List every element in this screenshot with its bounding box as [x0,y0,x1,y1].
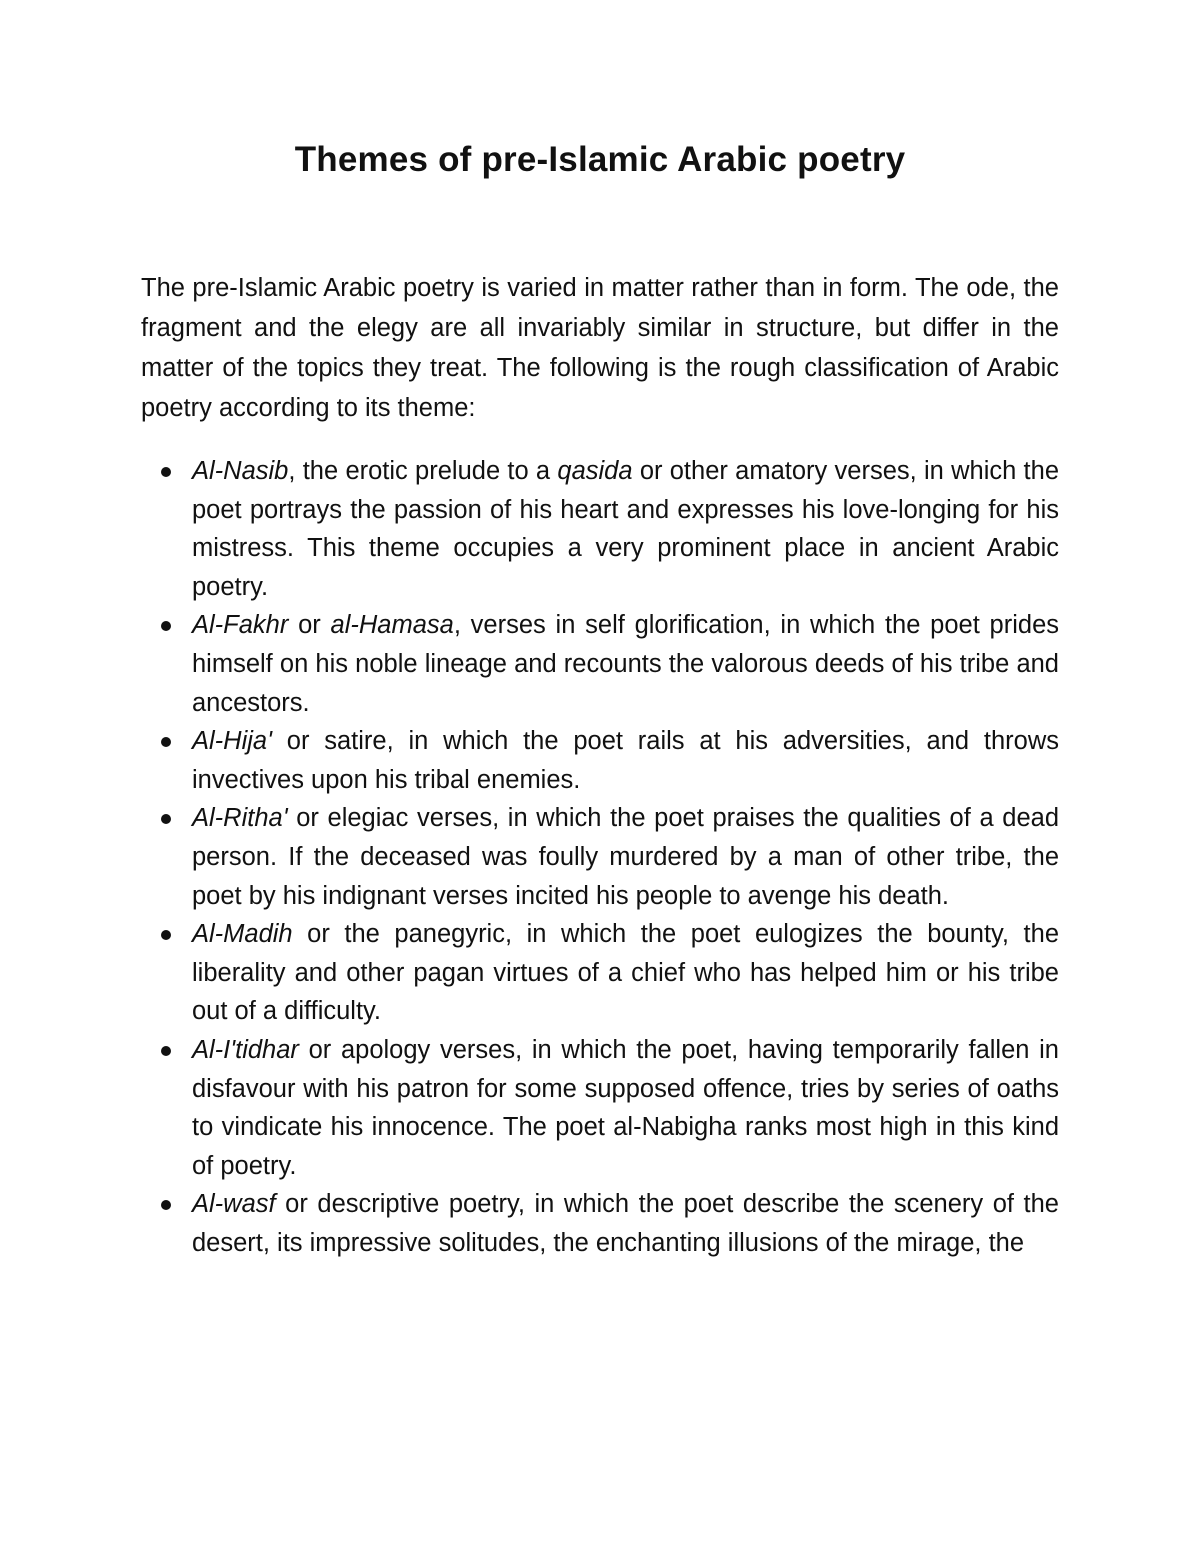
list-item [141,1185,1059,1262]
theme-term: Al-Nasib [192,457,289,485]
theme-term: Al-Madih [192,920,293,949]
bullet-icon [161,814,171,824]
bullet-icon [161,930,171,940]
theme-term: qasida [557,457,633,485]
theme-description: or the panegyric, in which the poet eulogizes the bounty, the liberality and other pagan virtues of a chief who has helped him or his tribe out of a difficulty. [192,920,1059,1026]
list-item [141,452,1059,606]
bullet-icon [161,621,171,631]
theme-description: , verses in self glorification, in which the poet prides himself on his noble lineage and recounts the valorous deeds of his tribe and ancestors. [192,611,1059,717]
theme-term: al-Hamasa [330,611,454,640]
list-item [141,606,1059,722]
theme-term: Al-I'tidhar [192,1035,299,1064]
theme-description: , the erotic prelude to a [288,457,558,485]
intro-paragraph: The pre-Islamic Arabic poetry is varied in matter rather than in form. The ode, the fragment and the elegy are all invariably similar in structure, but differ in the matter of the topics they treat. The following is the rough classification of Arabic poetry according to its theme: [141,274,1059,422]
theme-description: or elegiac verses, in which the poet praises the qualities of a dead person. If the deceased was foully murdered by a man of other tribe, the poet by his indignant verses incited his people to avenge his death. [192,804,1059,910]
bullet-icon [161,467,171,477]
theme-term: Al-wasf [192,1190,276,1219]
theme-term: Al-Hija' [192,727,272,756]
bullet-icon [161,1046,171,1056]
theme-list [141,452,1059,1262]
theme-description: or descriptive poetry, in which the poet describe the scenery of the desert, its impressive solitudes, the enchanting illusions of the mirage, the [192,1190,1059,1257]
theme-term: Al-Ritha' [192,804,288,833]
theme-description: or apology verses, in which the poet, having temporarily fallen in disfavour with his patron for some supposed offence, tries by series of oaths to vindicate his innocence. The poet al-Nabigha ranks most high in this kind of poetry. [192,1035,1059,1180]
list-item [141,1031,1059,1185]
list-item [141,722,1059,799]
theme-description: or other amatory verses, in which the poet portrays the passion of his heart and expresses his love-longing for his mistress. This theme occupies a very prominent place in ancient Arabic poetry. [192,457,1059,601]
theme-description: or [288,611,331,640]
list-item [141,799,1059,915]
bullet-icon [161,1200,171,1210]
theme-description: or satire, in which the poet rails at his adversities, and throws invectives upon his tribal enemies. [192,727,1059,794]
document-title: Themes of pre-Islamic Arabic poetry [294,140,906,179]
bullet-icon [161,737,171,747]
list-item [141,915,1059,1031]
theme-term: Al-Fakhr [192,611,289,640]
